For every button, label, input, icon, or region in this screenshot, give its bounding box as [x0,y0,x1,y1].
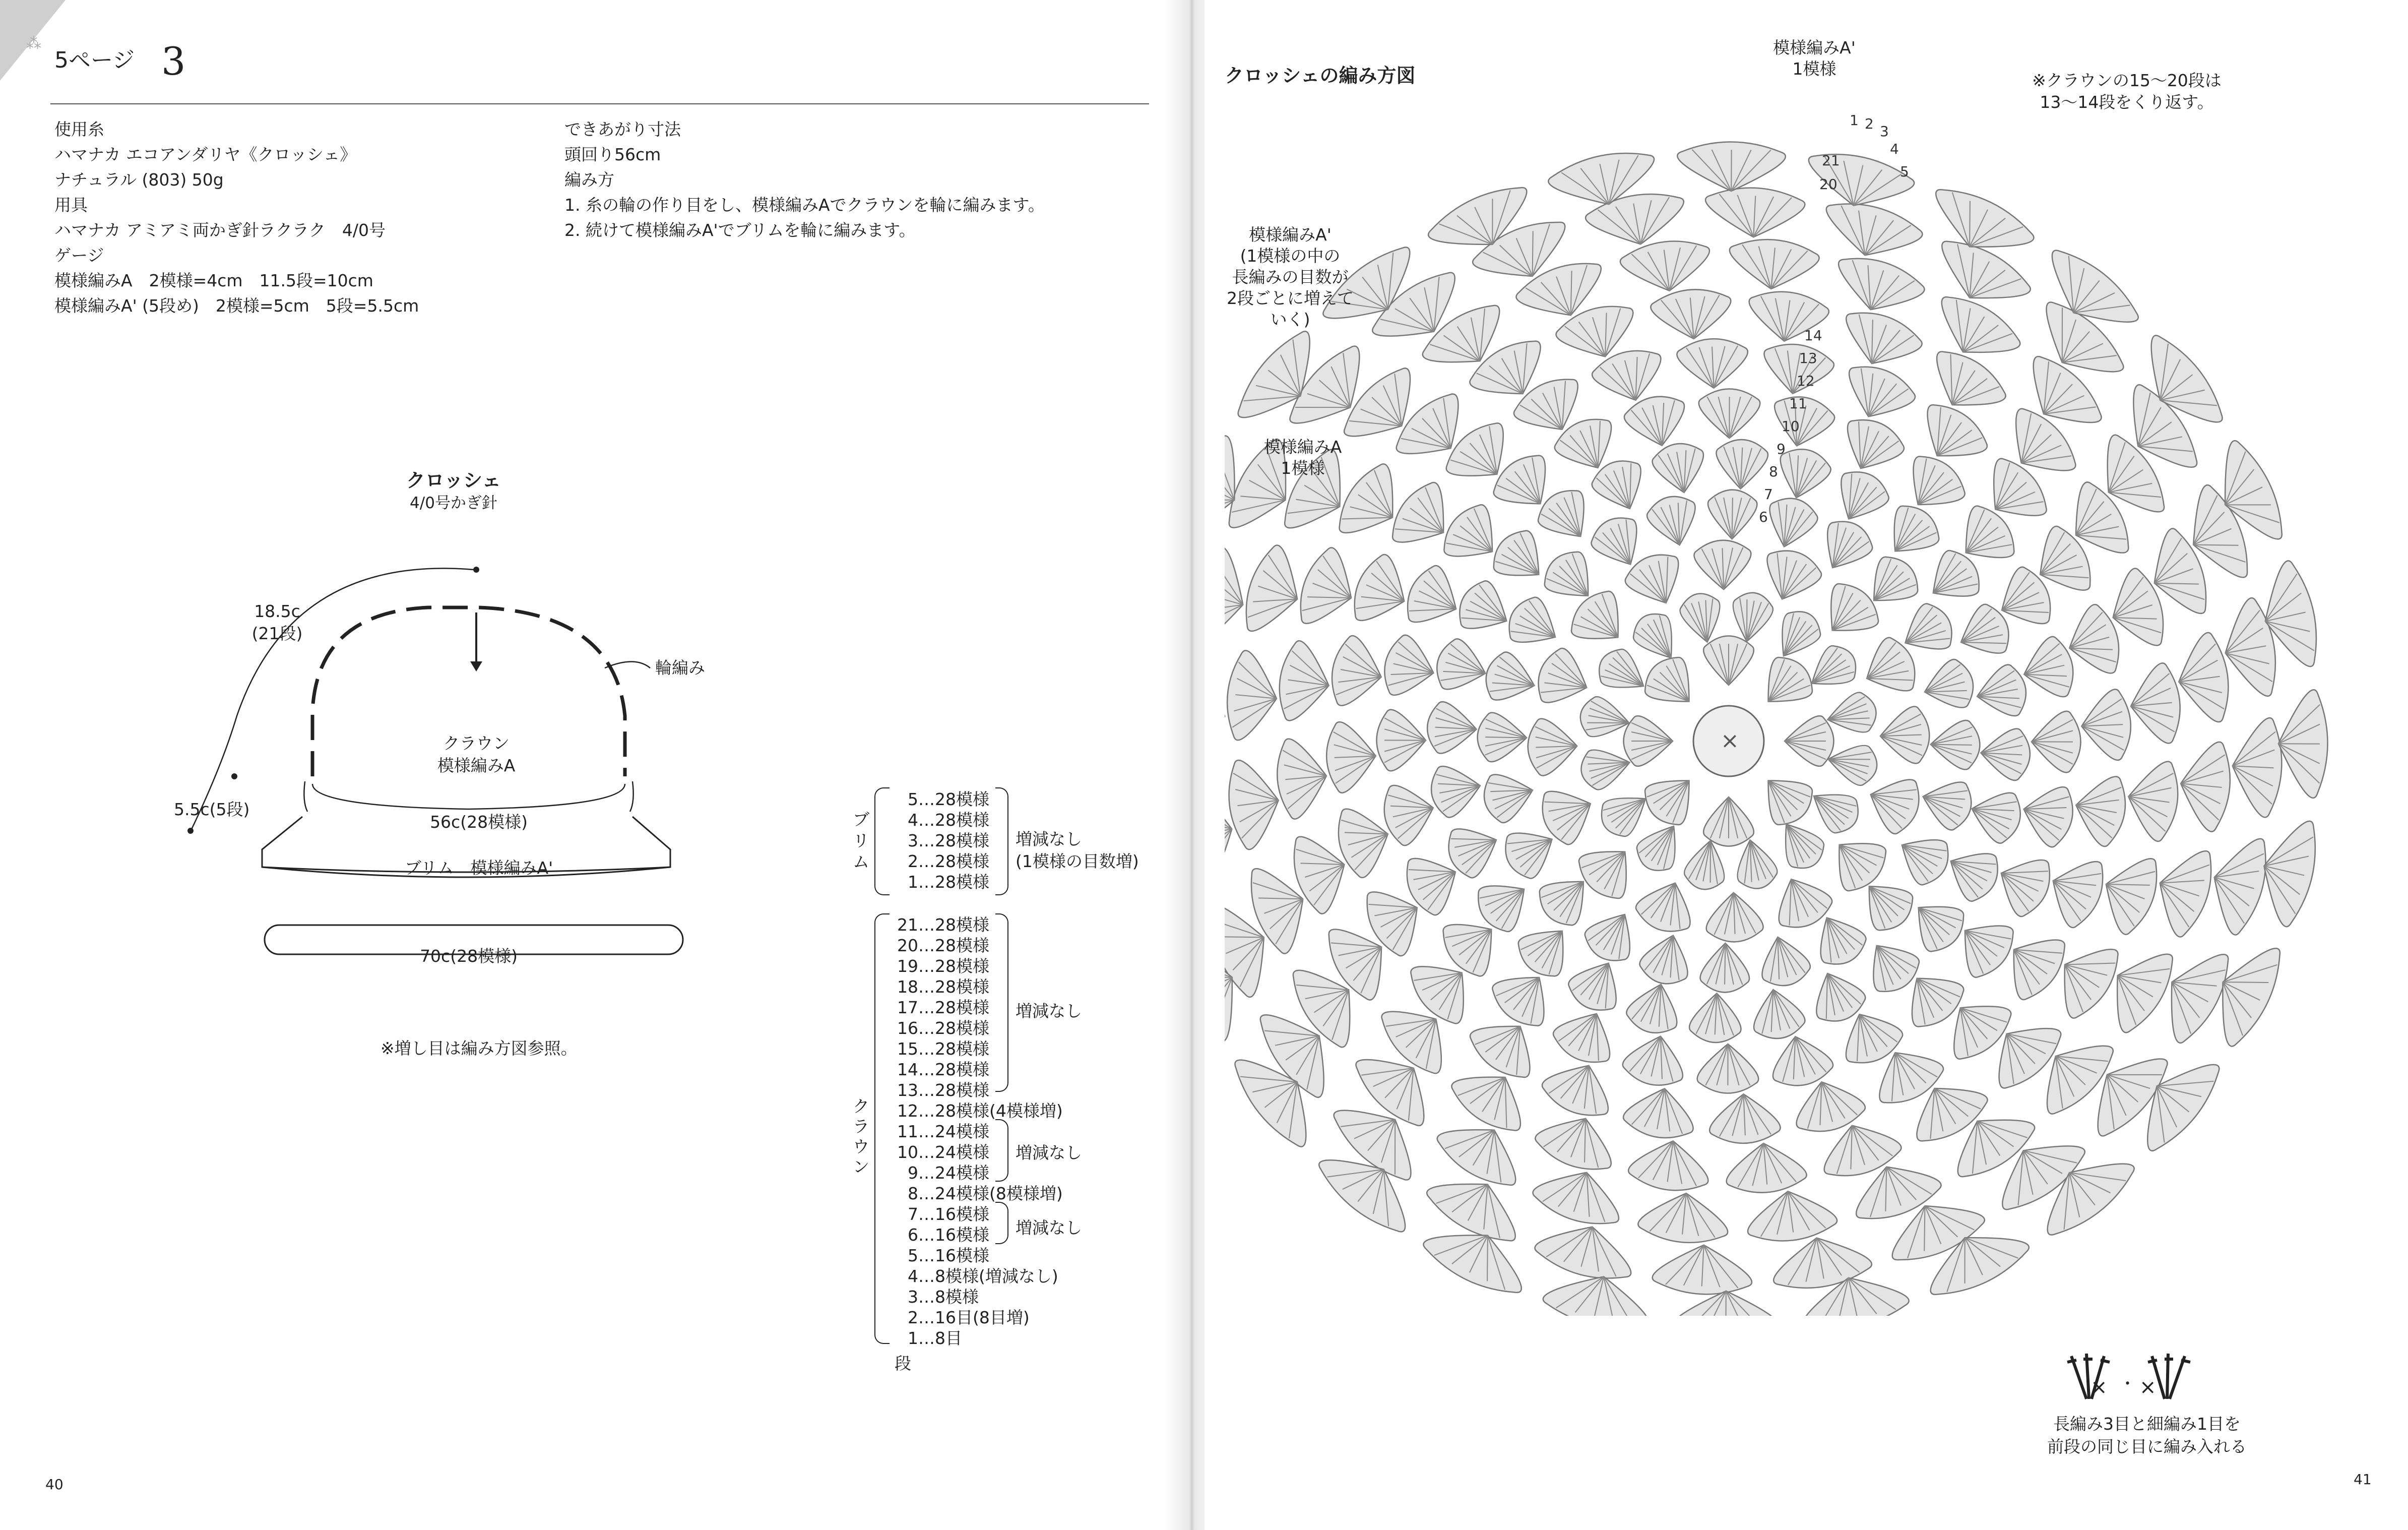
row-number: 1 [908,1328,918,1348]
shell-stitch-icon [1750,649,1820,719]
table-row [887,1101,1063,1121]
label-a: 模様編みA [1263,437,1342,457]
side-label-line: 長編みの目数が [1232,267,1349,287]
chart-row-number: 20 [1819,176,1837,193]
brim-note-2: (1模様の目数増) [1016,851,1139,871]
row-number: 13 [897,1080,918,1100]
shell-stitch-icon [1379,632,1440,703]
brim-label: ブリム 模様編みA' [404,858,553,878]
shell-stitch-icon [1650,286,1734,342]
shell-stitch-icon [1817,195,1926,269]
instructions-block [564,117,1045,243]
row-count: …28模様 [918,977,989,997]
round-knitting-label: 輪編み [655,658,705,678]
shell-stitch-icon [1618,236,1714,296]
shell-stitch-icon [1578,902,1646,969]
chart-row-number: 14 [1804,327,1822,344]
circumference-label: 56c(28模様) [430,812,528,832]
chart-row-number: 5 [1900,163,1909,180]
shell-stitch-icon [1889,824,1957,891]
row-number: 9 [908,1163,918,1183]
repeat-note-2: 13〜14段をくり返す。 [2040,92,2214,112]
row-count: …28模様 [918,956,989,976]
row-count: …28模様 [918,831,989,850]
legend-text-2: 前段の同じ目に編み入れる [2047,1437,2247,1456]
shell-stitch-icon [2278,690,2328,798]
instructions-line: 1. 糸の輪の作り目をし、模様編みAでクラウンを輪に編みます。 [564,195,1045,215]
legend-separator: ・ [2119,1374,2136,1393]
crown-pattern-label: 模様編みA [437,756,516,775]
hat-title: クロッシェ [406,469,501,492]
row-number: 5 [908,789,918,809]
row-number: 6 [908,1225,918,1245]
crown-label: クラウン [443,733,510,753]
shell-stitch-icon [1477,712,1527,762]
row-number: 12 [897,1101,918,1121]
table-row [887,831,989,851]
shell-stitch-icon [1529,1158,1629,1233]
instructions-line: 編み方 [564,170,614,190]
chart-row-number: 12 [1797,373,1815,389]
shell-stitch-icon [1345,549,1418,634]
shell-stitch-icon [2177,739,2234,833]
shell-stitch-icon [1689,992,1743,1044]
shell-stitch-icon [1624,716,1673,766]
label-a-prime-top-count: 1模様 [1792,59,1836,79]
shell-stitch-icon [1715,439,1768,490]
shell-stitch-icon [1500,591,1568,658]
shell-stitch-icon [1724,1140,1808,1196]
legend-text-1: 長編み3目と細編み1目を [2053,1414,2241,1434]
materials-line: ゲージ [54,246,104,265]
shell-stitch-icon [1704,186,1806,239]
shell-stitch-icon [1562,951,1631,1019]
row-count: …28模様 [918,1018,989,1038]
shell-stitch-icon [1672,1291,1780,1316]
table-row [887,1018,989,1038]
chart-row-number: 8 [1769,463,1778,480]
table-row [887,1060,989,1080]
table-row [887,851,989,872]
chart-row-number: 11 [1789,395,1807,412]
materials-line: ハマナカ アミアミ両かぎ針ラクラク 4/0号 [54,220,386,240]
crown-group-label: クラウン [853,1096,869,1177]
shell-stitch-icon [2092,846,2167,939]
chart-title: クロッシェの編み方図 [1225,65,1416,87]
shell-stitch-icon [1697,1044,1759,1093]
label-a-prime-top: 模様編みA' [1773,38,1856,57]
row-number: 2 [908,1308,918,1327]
shell-stitch-icon [1828,249,1929,324]
brim-note-bracket [995,787,1008,895]
side-label-line: 模様編みA' [1249,225,1332,244]
table-row [887,998,989,1018]
shell-stitch-icon [1620,1029,1690,1091]
shell-stitch-icon [1531,1105,1623,1179]
table-row [887,1184,1063,1204]
materials-line: 使用糸 [54,119,104,139]
row-number: 3 [908,1287,918,1307]
brim-group-label: ブリム [853,810,869,872]
shell-stitch-icon [1834,303,1927,378]
shell-stitch-icon [1644,492,1703,551]
materials-line: 用具 [54,195,88,215]
row-number: 4 [908,1266,918,1286]
shell-stitch-icon [1637,1189,1731,1247]
shell-stitch-icon [2123,757,2182,843]
shell-stitch-icon [1636,929,1696,989]
shell-stitch-icon [1754,931,1813,991]
table-row [887,1328,962,1349]
shell-stitch-icon [1919,656,1978,716]
row-count: …8模様 [918,1287,979,1307]
shell-stitch-icon [2173,631,2234,726]
shell-stitch-icon [1225,664,1227,766]
row-number: 19 [897,956,918,976]
svg-text:×: × [2139,1376,2157,1399]
shell-stitch-icon [1758,339,1836,400]
chart-row-number: 10 [1782,418,1800,435]
row-count: …16模様 [918,1246,989,1265]
shell-stitch-icon [1451,575,1519,644]
shell-stitch-icon [1650,440,1709,497]
shell-stitch-icon [1707,489,1757,539]
materials-block [54,117,419,319]
instructions-line: できあがり寸法 [564,119,681,139]
left-page [0,0,1189,1530]
row-unit-label: 段 [895,1354,911,1373]
row-number: 7 [908,1204,918,1224]
row-count: …28模様 [918,1080,989,1100]
table-row [887,1142,989,1162]
shell-stitch-icon [2146,840,2221,941]
row-number: 5 [908,1246,918,1265]
shell-stitch-icon [2201,829,2275,938]
repeat-note-1: ※クラウンの15〜20段は [2032,71,2222,90]
row-number: 21 [897,915,918,935]
row-number: 15 [897,1039,918,1059]
crown-note-a: 増減なし [1016,1001,1082,1021]
shell-stitch-icon [1703,797,1754,846]
materials-line: ハマナカ エコアンダリヤ《クロッシェ》 [54,145,357,164]
shell-stitch-icon [1938,838,2006,907]
shell-stitch-icon [2032,711,2081,773]
chart-row-number: 13 [1799,350,1817,366]
table-row [887,789,989,810]
row-count: …28模様 [918,998,989,1017]
page-number-left: 40 [45,1476,64,1493]
crown-note-b: 増減なし [1016,1143,1082,1162]
shell-stitch-icon [2017,779,2078,850]
row-number: 17 [897,998,918,1017]
shell-stitch-icon [1826,463,1895,531]
row-count: …28模様 [918,1060,989,1079]
shell-stitch-icon [1677,142,1786,192]
shell-stitch-icon [1705,892,1763,943]
shell-stitch-icon [2080,689,2132,761]
table-row [887,956,989,976]
svg-text:×: × [2090,1376,2108,1399]
page-number-right: 41 [2354,1471,2372,1488]
shell-stitch-icon [1479,766,1539,826]
shell-stitch-icon [1766,604,1827,667]
shell-stitch-icon [1803,779,1866,839]
chart-row-number: 7 [1764,486,1773,503]
chart-row-number: 4 [1890,141,1899,157]
side-label-line: 2段ごとに増えて [1227,288,1354,308]
shell-stitch-icon [1980,727,2031,781]
shell-stitch-icon [1399,560,1470,637]
brim-width-label: 70c(28模様) [420,946,518,966]
shell-stitch-icon [1636,649,1706,719]
row-count: …16模様 [918,1204,989,1224]
row-count: …28模様 [918,851,989,871]
instructions-line: 2. 続けて模様編みA'でブリムを輪に編みます。 [564,220,916,240]
table-row [887,1308,1030,1328]
shell-stitch-icon [1225,649,1281,744]
row-number: 3 [908,831,918,850]
crown-rows-label: (21段) [251,624,303,643]
side-label-line: (1模様の中の [1240,246,1341,266]
label-a-prime-side [1215,224,1366,330]
row-number: 1 [908,872,918,892]
shell-stitch-icon [1916,773,1977,833]
shell-stitch-icon [1427,760,1485,820]
table-row [887,1122,989,1142]
chart-row-number: 2 [1865,115,1874,132]
shell-stitch-icon [1237,541,1311,642]
shell-stitch-icon [1676,337,1749,389]
row-number: 11 [897,1122,918,1141]
chart-row-number: 6 [1759,509,1768,525]
shell-stitch-icon [1636,763,1706,833]
materials-line: ナチュラル (803) 50g [54,170,224,190]
table-row [887,1287,979,1307]
table-row [887,1163,989,1183]
shell-stitch-icon [1750,763,1820,833]
shell-stitch-icon [2127,662,2183,746]
hook-size: 4/0号かぎ針 [410,494,497,512]
materials-line: 模様編みA' (5段め) 2模様=5cm 5段=5.5cm [54,296,419,316]
shell-stitch-icon [1836,357,1921,431]
shell-stitch-icon [1743,1186,1839,1246]
brim-note-1: 増減なし [1016,829,1082,849]
table-row [887,1039,989,1059]
single-crochet-icon: × [1721,728,1739,754]
shell-stitch-icon [1965,784,2026,847]
shell-stitch-icon [1275,639,1334,725]
row-number: 8 [908,1184,918,1203]
table-row [887,1266,1058,1287]
shell-stitch-icon [1988,845,2059,922]
row-count: …24模様 [918,1163,989,1183]
shell-stitch-icon [1785,716,1834,766]
shell-stitch-icon [2070,770,2131,849]
table-row [887,872,989,892]
side-label-line: いく) [1270,310,1310,329]
shell-stitch-icon [1527,717,1578,776]
shell-stitch-icon [1652,1243,1753,1297]
brim-height-label: 5.5c(5段) [174,800,250,819]
shell-stitch-icon [1708,1092,1781,1144]
shell-stitch-icon [2230,716,2284,818]
shell-stitch-icon [1291,543,1366,636]
row-count: …28模様 [918,789,989,809]
crown-note-bracket-a [995,913,1008,1092]
right-page [1205,0,2408,1530]
shell-stitch-icon [1973,662,2030,722]
shell-stitch-icon [2039,848,2112,933]
crown-row-table [887,915,1063,1349]
shell-stitch-icon [1531,1213,1640,1288]
row-count: …28模様 [918,936,989,955]
shell-stitch-icon [1833,411,1910,482]
shell-stitch-icon [1811,513,1879,580]
shell-stitch-icon [1703,636,1754,686]
row-count: …24模様 [918,1122,989,1141]
shell-stitch-icon [1630,815,1691,878]
shell-stitch-icon [1376,710,1426,771]
row-count: …28模様 [918,1039,989,1059]
table-row [887,915,989,935]
page-reference: 5ページ [54,47,135,73]
chart-row-number: 21 [1822,152,1840,169]
crown-note-c: 増減なし [1016,1218,1082,1238]
row-count: …28模様 [918,915,989,935]
table-row [887,936,989,956]
star-ornament-icon: ⁂ [26,35,41,52]
shell-stitch-icon [1325,720,1377,793]
crown-height-label: 18.5c [254,601,300,621]
shell-stitch-icon [1274,736,1330,820]
shell-stitch-icon [1626,1135,1713,1195]
shell-stitch-icon [1726,235,1820,293]
crown-note-bracket-b [995,1119,1008,1182]
shell-stitch-icon [1537,1052,1622,1125]
table-row [887,977,989,997]
table-row [887,1204,989,1225]
row-number: 14 [897,1060,918,1079]
row-count: …28模様 [918,810,989,830]
shell-stitch-icon [1431,635,1492,698]
label-a-count: 1模様 [1281,458,1325,478]
row-count: …28模様 [918,872,989,892]
row-count: …8目 [918,1328,962,1348]
row-count: …28模様(4模様増) [918,1101,1063,1121]
shell-stitch-icon [1930,720,1980,770]
shell-stitch-icon [1748,985,1807,1043]
shell-stitch-icon [1426,701,1478,755]
table-row [887,810,989,830]
shell-stitch-icon [1592,643,1655,703]
shell-stitch-icon [1699,389,1760,438]
row-number: 18 [897,977,918,997]
increase-note: ※増し目は編み方図参照。 [381,1038,578,1058]
shell-stitch-icon [1480,648,1541,709]
shell-stitch-icon [1326,633,1387,712]
row-number: 16 [897,1018,918,1038]
crochet-chart [1225,45,2359,1316]
row-count: …24模様(8模様増) [918,1184,1063,1203]
crown-note-bracket-c [995,1202,1008,1244]
shell-stitch-icon [1225,756,1284,851]
chart-row-number: 3 [1880,123,1889,140]
shell-stitch-icon [1623,977,1686,1038]
pattern-number: 3 [161,39,186,84]
chart-row-number: 9 [1777,441,1786,457]
row-number: 20 [897,936,918,955]
row-count: …16目(8目増) [918,1308,1030,1327]
shell-stitch-icon [1879,706,1930,765]
table-row [887,1246,989,1266]
chart-row-number: 1 [1850,112,1859,129]
row-number: 4 [908,810,918,830]
table-row [887,1080,989,1100]
table-row [887,1225,989,1245]
instructions-line: 頭回り56cm [564,145,661,164]
row-count: …8模様(増減なし) [918,1266,1058,1286]
materials-line: 模様編みA 2模様=4cm 11.5段=10cm [54,271,373,290]
row-number: 10 [897,1142,918,1162]
header-rule [50,103,1149,104]
row-count: …16模様 [918,1225,989,1245]
brim-row-table [887,789,1003,895]
shell-stitch-icon [1700,943,1750,993]
row-count: …24模様 [918,1142,989,1162]
row-number: 2 [908,851,918,871]
shell-stitch-icon [1694,539,1752,590]
shell-stitch-icon [1548,1000,1624,1071]
shell-stitch-icon [1621,1082,1699,1143]
